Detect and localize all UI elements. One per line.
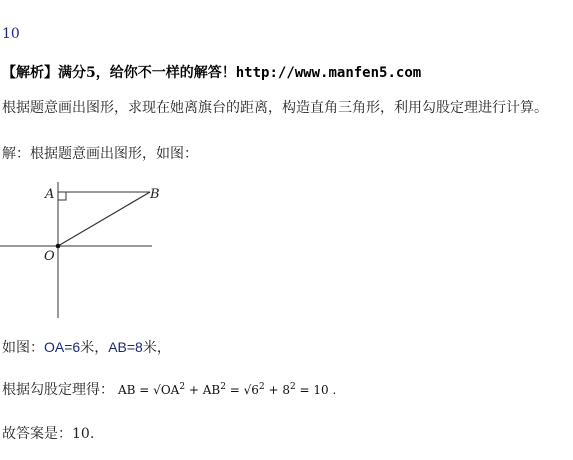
analysis-title: 满分5，给你不一样的解答！ — [58, 65, 236, 81]
answer-top: 10 — [2, 26, 20, 42]
pythag-formula: AB = $√OA^2 + AB^2 = √6^2 + 8^2 = 10$ . — [118, 382, 337, 397]
point-o — [56, 244, 61, 249]
segment-ob — [58, 192, 150, 246]
oa-unit: 米 — [80, 340, 95, 356]
right-angle-mark — [58, 192, 66, 200]
ab-unit: 米， — [142, 340, 171, 356]
given-values — [2, 337, 171, 357]
pythag-prefix: 根据勾股定理得： — [2, 382, 114, 398]
oa-value: OA=6 — [44, 339, 81, 355]
label-o: O — [44, 249, 55, 264]
final-answer: 故答案是：10. — [2, 426, 95, 442]
site-url[interactable]: http://www.manfen5.com — [235, 65, 422, 81]
analysis-text: 根据题意画出图形，求现在她离旗台的距离，构造直角三角形，利用勾股定理进行计算。 — [2, 100, 548, 116]
geometry-figure — [0, 178, 170, 328]
pythagoras-line — [2, 379, 336, 399]
analysis-bracket-label: 【解析】 — [2, 65, 58, 81]
ab-value: AB=8 — [108, 339, 143, 355]
solution-intro: 解：根据题意画出图形，如图： — [2, 146, 198, 162]
label-b: B — [150, 187, 160, 202]
analysis-header — [2, 62, 421, 82]
given-separator: ， — [94, 340, 109, 356]
label-a: A — [45, 187, 55, 202]
given-prefix: 如图： — [2, 340, 44, 356]
